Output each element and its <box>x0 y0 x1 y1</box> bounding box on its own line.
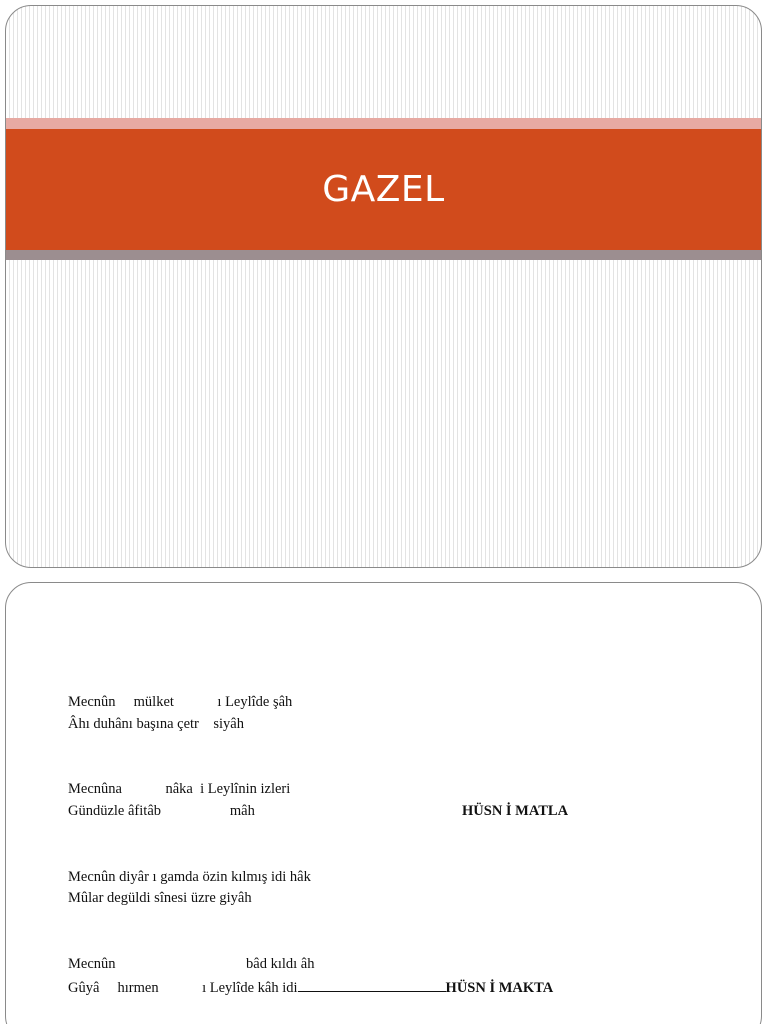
accent-band-bottom <box>6 250 761 260</box>
title-slide <box>5 5 762 568</box>
couplet-1-line-2: Âhı duhânı başına çetr siyâh <box>68 716 244 732</box>
couplet-2-line-1: Mecnûna nâka i Leylînin izleri <box>68 781 291 797</box>
couplet-1-line-1: Mecnûn mülket ı Leylîde şâh <box>68 694 293 710</box>
husn-i-matla-label: HÜSN İ MATLA <box>462 803 569 819</box>
content-slide <box>5 582 762 1024</box>
husn-i-makta-label: HÜSN İ MAKTA <box>445 980 554 996</box>
couplet-4-line-2-text: Gûyâ hırmen ı Leylîde kâh idi <box>68 980 298 996</box>
accent-band-top <box>6 118 761 129</box>
blank-underline <box>298 977 446 992</box>
couplet-4-line-2 <box>68 977 553 997</box>
couplet-3-line-1: Mecnûn diyâr ı gamda özin kılmış idi hâk <box>68 869 311 885</box>
slide-title: GAZEL <box>322 169 445 210</box>
couplet-4-line-1: Mecnûn bâd kıldı âh <box>68 956 315 972</box>
couplet-2-line-2: Gündüzle âfitâb mâh <box>68 803 255 819</box>
couplet-3-line-2: Mûlar degüldi sînesi üzre giyâh <box>68 890 252 906</box>
title-band <box>6 129 761 250</box>
